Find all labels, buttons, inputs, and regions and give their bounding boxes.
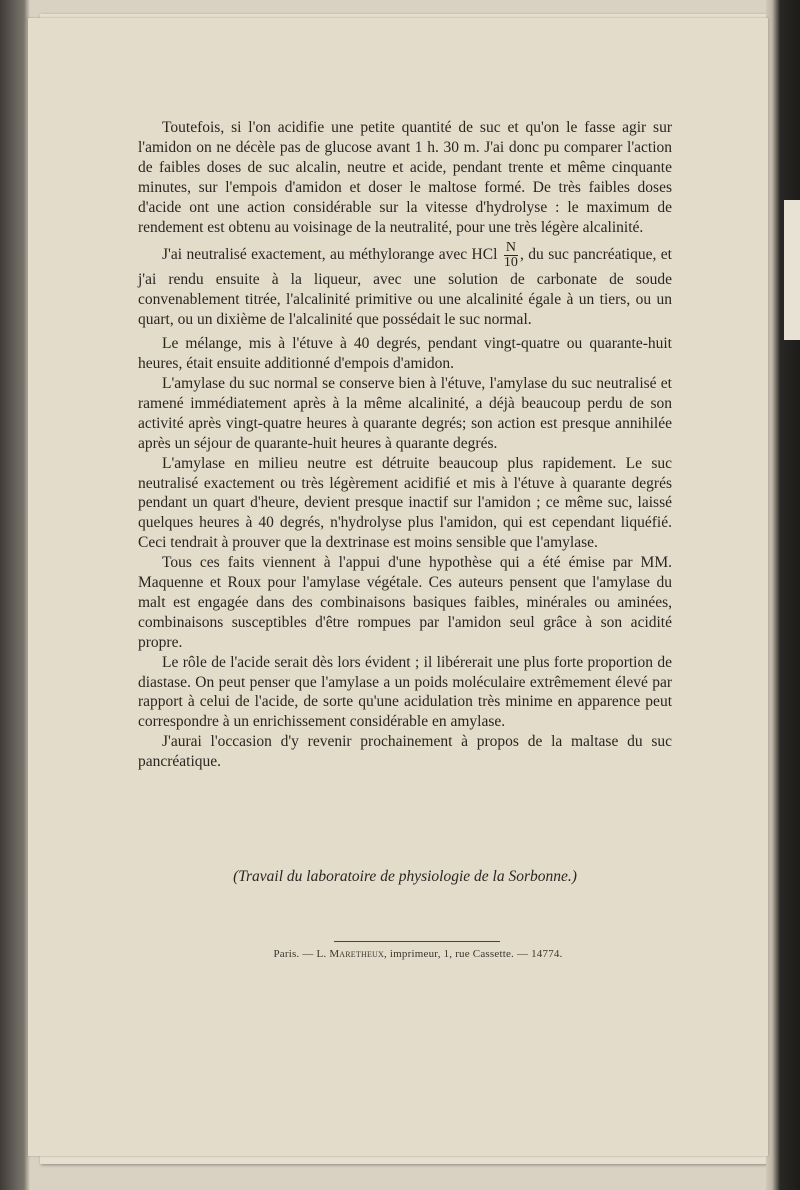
paragraph-4: L'amylase du suc normal se conserve bien à l'étuve, l'amylase du suc neutralisé et ramené immédiatement après à la même alcalinité, a déjà beaucoup perdu de son activité après vingt-quatre heures à quarante degrés; son action est presque annihilée après un séjour de quarante-huit heures à quarante degrés. [138, 374, 672, 452]
fraction-n-10 [504, 241, 518, 270]
fraction-numerator: N [505, 240, 516, 256]
paragraph-3: Le mélange, mis à l'étuve à 40 degrés, pendant vingt-quatre ou quarante-huit heures, était ensuite additionné d'empois d'amidon. [138, 335, 672, 373]
book-edge [766, 0, 800, 1190]
paragraph-1: Toutefois, si l'on acidifie une petite quantité de suc et qu'on le fasse agir sur l'amidon on ne décèle pas de glucose avant 1 h. 30 m. J'ai donc pu comparer l'action de faibles doses de suc alcalin, neutre et acide, pendant trente et même cinquante minutes, sur l'empois d'amidon et doser le maltose formé. De très faibles doses d'acide ont une action considérable sur la vitesse d'hydrolyse : le maximum de rendement est obtenu au voisinage de la neutralité, pour une très légère alcalinité. [138, 119, 672, 236]
paragraph-6: Tous ces faits viennent à l'appui d'une hypothèse qui a été émise par MM. Maquenne et Roux pour l'amylase végétale. Ces auteurs pensent que l'amylase du malt est engagée dans des combinaisons basiques faibles, minérales ou aminées, combinaisons susceptibles d'être rompues par l'amidon seul grâce à son acidité propre. [138, 554, 672, 651]
imprint-city: Paris. — L. [273, 948, 327, 960]
laboratory-credit: (Travail du laboratoire de physiologie de la Sorbonne.) [233, 868, 577, 885]
paragraph-2-after: , du suc pancréatique, et j'ai rendu ensuite à la liqueur, avec une solution de carbonate de soude convenablement titrée, l'alcalinité primitive ou une alcalinité égale à un tiers, ou un quart, ou un dixième de l'alcalinité que possédait le suc normal. [138, 246, 672, 329]
paragraph-5: L'amylase en milieu neutre est détruite beaucoup plus rapidement. Le suc neutralisé exactement ou très légèrement acidifié et mis à l'étuve à quarante degrés pendant un quart d'heure, devient presque inactif sur l'amidon ; ce même suc, laissé quelques heures à 40 degrés, n'hydrolyse plus l'amidon, qui est cependant liquéfié. Ceci tendrait à prouver que la dextrinase est moins sensible que l'amylase. [138, 454, 672, 552]
paragraph-2 [138, 241, 672, 330]
imprint-printer: Maretheux [329, 948, 384, 960]
imprint-rule [334, 941, 500, 942]
fraction-denominator: 10 [503, 255, 518, 271]
paragraph-7: Le rôle de l'acide serait dès lors évident ; il libérerait une plus forte proportion de diastase. On peut penser que l'amylase a un poids moléculaire extrêmement élevé par rapport à celui de l'acide, de sorte qu'une acidulation très minime en apparence peut correspondre à un enrichissement considérable en amylase. [138, 653, 672, 731]
paper-strip [784, 200, 800, 340]
printer-imprint [168, 948, 668, 960]
paragraph-8: J'aurai l'occasion d'y revenir prochainement à propos de la maltase du suc pancréatique. [138, 733, 672, 771]
imprint-rest: , imprimeur, 1, rue Cassette. — 14774. [384, 948, 563, 960]
paragraph-2-before: J'ai neutralisé exactement, au méthylorange avec HCl [162, 246, 498, 264]
body-text [138, 118, 672, 772]
